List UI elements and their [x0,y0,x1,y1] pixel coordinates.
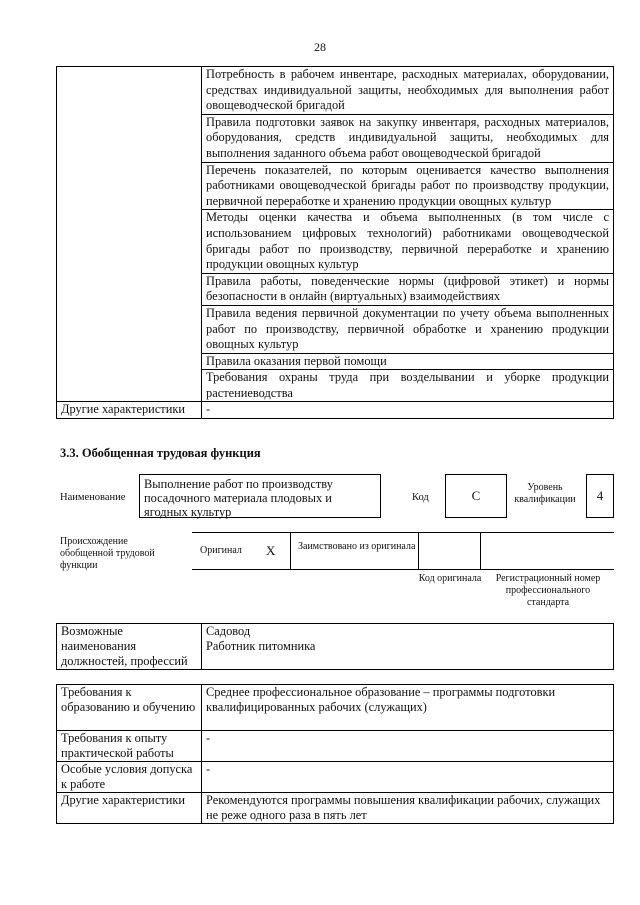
code-original-caption: Код оригинала [418,573,482,584]
table-cell: Потребность в рабочем инвентаре, расходных материалах, оборудовании, средствах индивидуальной защиты, необходимых для выполнения работ овощеводческой бригадой [202,67,614,115]
position-item: Работник питомника [206,639,316,653]
requirement-label: Особые условия допуска к работе [57,762,202,793]
table-row [57,685,614,731]
original-label: Оригинал [200,545,242,556]
name-label: Наименование [60,492,126,503]
position-item: Садовод [206,624,251,638]
requirement-value: - [202,731,614,762]
requirement-value: Рекомендуются программы повышения квалификации рабочих, служащих не реже одного раза в пять лет [202,793,614,824]
requirement-label: Другие характеристики [57,793,202,824]
divider [480,532,481,570]
section-heading: 3.3. Обобщенная трудовая функция [60,446,261,460]
name-value: Выполнение работ по производству посадочного материала плодовых и ягодных культур [139,474,381,518]
other-characteristics-label: Другие характеристики [57,402,202,419]
requirement-value: Среднее профессиональное образование – программы подготовки квалифицированных рабочих (служащих) [202,685,614,731]
origin-row [192,532,614,570]
table-row [57,624,614,670]
table-row [57,731,614,762]
table-cell: Правила ведения первичной документации по учету объема выполненных работ по производству, первичной обработке и хранению продукции овощных культур [202,305,614,353]
table-row [57,402,614,419]
table-cell: Правила работы, поведенческие нормы (цифровой этикет) и нормы безопасности в онлайн (виртуальных) взаимодействиях [202,273,614,305]
requirement-value: - [202,762,614,793]
original-mark: X [266,543,276,558]
positions-label: Возможные наименования должностей, профессий [57,624,202,670]
divider [418,532,419,570]
table-row [57,67,614,115]
table-cell: Перечень показателей, по которым оценивается качество выполнения работниками овощеводческой бригады работ по производству продукции, первичной переработке и хранению продукции овощных культур [202,162,614,210]
table-cell: Правила оказания первой помощи [202,353,614,370]
requirements-table [56,684,614,824]
page-number: 28 [314,40,326,54]
table-cell-empty [57,67,202,402]
divider [290,532,291,570]
table-cell: Правила подготовки заявок на закупку инвентаря, расходных материалов, оборудования, средств индивидуальной защиты, необходимых для выполнения заданного объема работ овощеводческой бригадой [202,114,614,162]
requirement-label: Требования к образованию и обучению [57,685,202,731]
table-cell: Требования охраны труда при возделывании и уборке продукции растениеводства [202,370,614,402]
requirement-label: Требования к опыту практической работы [57,731,202,762]
code-value: C [445,474,507,518]
origin-label: Происхождение обобщенной трудовой функции [60,536,155,571]
knowledge-table [56,66,614,419]
table-cell: Методы оценки качества и объема выполненных (в том числе с использованием цифровых технологий) работниками овощеводческой бригады работ по производству, первичной переработке и хранению продукции овощных культур [202,210,614,273]
positions-values [202,624,614,670]
table-row [57,762,614,793]
reg-number-caption: Регистрационный номер профессионального стандарта [495,573,601,608]
other-characteristics-value: - [202,402,614,419]
level-label: Уровень квалификации [514,482,576,505]
positions-table [56,623,614,670]
code-label: Код [412,492,429,503]
table-row [57,793,614,824]
level-value: 4 [586,474,614,518]
borrowed-label: Заимствовано из оригинала [298,541,416,552]
